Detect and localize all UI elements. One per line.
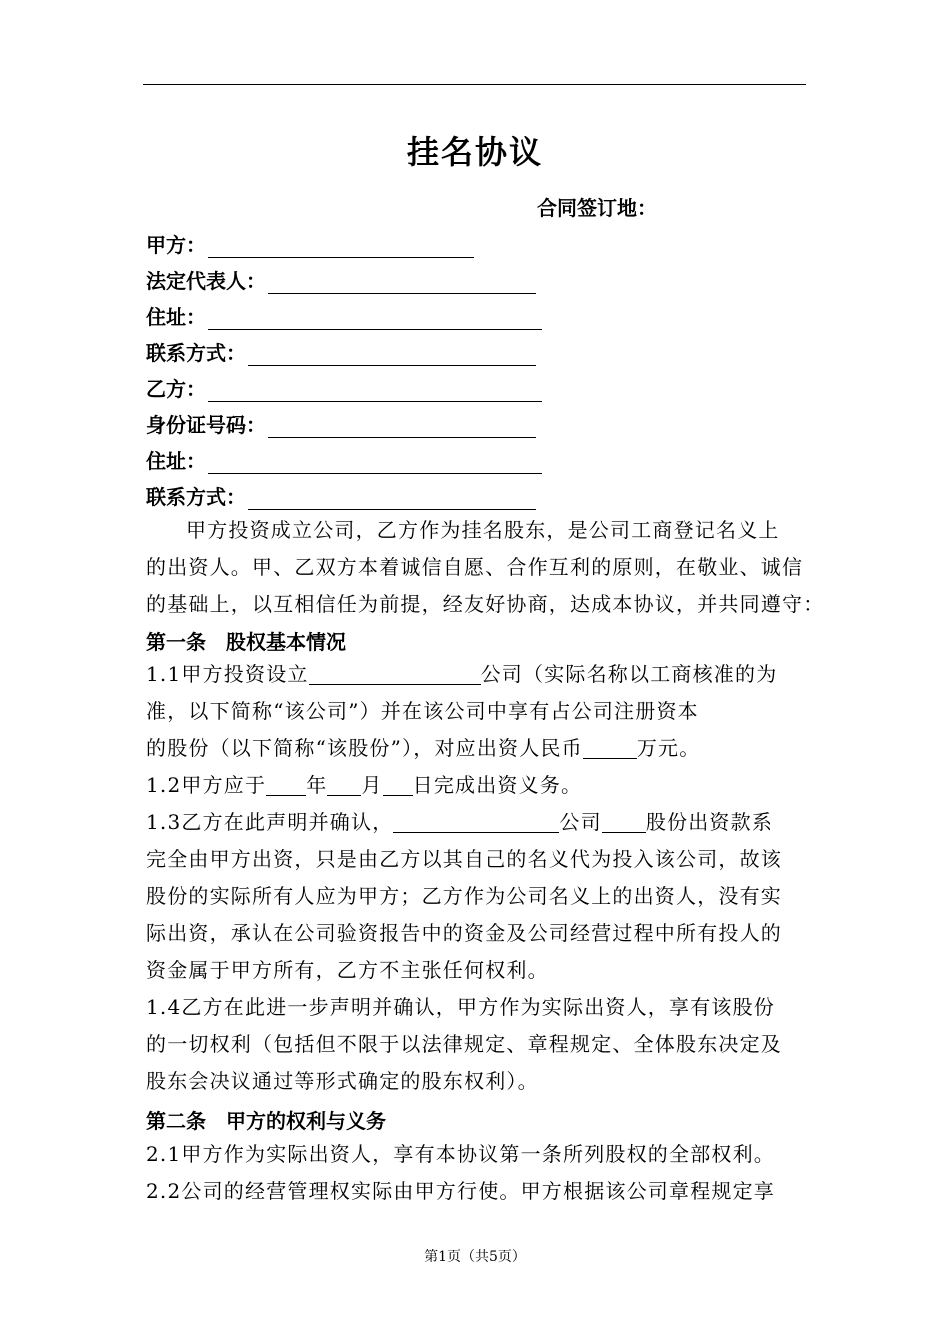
- clause-1-3-line-1: [146, 804, 810, 841]
- contact-b-label: 联系方式：: [146, 485, 246, 509]
- clause-1-1: [146, 656, 810, 767]
- intro-paragraph: [146, 512, 825, 623]
- party-a-field: [146, 228, 474, 258]
- clause-1-1-line-2: 准，以下简称“该公司”）并在该公司中享有占公司注册资本: [146, 699, 699, 723]
- clause-text: 公司（实际名称以工商核准的为: [480, 662, 778, 686]
- id-number-field: [146, 408, 536, 438]
- party-b-blank: [208, 377, 542, 402]
- clause-2-2: 2.2公司的经营管理权实际由甲方行使。甲方根据该公司章程规定享: [146, 1179, 776, 1203]
- article-2-heading: 第二条 甲方的权利与义务: [146, 1109, 386, 1133]
- clause-1-4-line-3: 股东会决议通过等形式确定的股东权利）。: [146, 1069, 539, 1093]
- clause-1-3-line-5: 资金属于甲方所有，乙方不主张任何权利。: [146, 958, 549, 982]
- clause-1-3-line-3: 股份的实际所有人应为甲方；乙方作为公司名义上的出资人，没有实: [146, 884, 782, 908]
- address-a-field: [146, 300, 542, 330]
- clause-1-3: [146, 804, 810, 989]
- clause-text: 1.3乙方在此声明并确认，: [146, 810, 394, 834]
- clause-1-1-line-3: [146, 730, 810, 767]
- page-footer: 第1页（共5页）: [424, 1249, 526, 1265]
- clause-1-2-line-1: [146, 767, 810, 804]
- legal-rep-label: 法定代表人：: [146, 269, 266, 293]
- clause-text: 的股份（以下简称“该股份”），对应出资人民币: [146, 736, 583, 760]
- party-a-blank: [208, 233, 474, 258]
- company-name-blank: [309, 662, 481, 685]
- address-a-label: 住址：: [146, 305, 206, 329]
- day-blank: [383, 773, 413, 796]
- contact-b-blank: [248, 485, 536, 510]
- clause-2-1: 2.1甲方作为实际出资人，享有本协议第一条所列股权的全部权利。: [146, 1142, 776, 1166]
- clause-text: 万元。: [636, 736, 701, 760]
- signing-place-label: 合同签订地：: [537, 196, 657, 220]
- clause-text: 年: [306, 773, 328, 797]
- contact-a-blank: [248, 341, 536, 366]
- address-b-field: [146, 444, 542, 474]
- contact-a-field: [146, 336, 536, 366]
- clause-1-2: [146, 767, 810, 804]
- article-2-clauses: [146, 1136, 810, 1210]
- clause-1-4: [146, 989, 810, 1100]
- year-blank: [266, 773, 306, 796]
- party-a-label: 甲方：: [146, 233, 206, 257]
- article-1-heading: 第一条 股权基本情况: [146, 630, 346, 654]
- clause-1-3-line-4: 际出资，承认在公司验资报告中的资金及公司经营过程中所有投人的: [146, 921, 782, 945]
- intro-line: 的出资人。甲、乙双方本着诚信自愿、合作互利的原则，在敬业、诚信: [146, 555, 804, 579]
- party-b-label: 乙方：: [146, 377, 206, 401]
- legal-rep-field: [146, 264, 536, 294]
- clause-1-4-line-2: 的一切权利（包括但不限于以法律规定、章程规定、全体股东决定及: [146, 1032, 782, 1056]
- contact-b-field: [146, 480, 536, 510]
- intro-line: 的基础上，以互相信任为前提，经友好协商，达成本协议，并共同遵守：: [146, 592, 825, 616]
- address-a-blank: [208, 305, 542, 330]
- clause-1-3-line-2: 完全由甲方出资，只是由乙方以其自己的名义代为投入该公司，故该: [146, 847, 782, 871]
- intro-line: 甲方投资成立公司，乙方作为挂名股东，是公司工商登记名义上: [186, 518, 780, 542]
- clause-text: 1.2甲方应于: [146, 773, 267, 797]
- address-b-label: 住址：: [146, 449, 206, 473]
- month-blank: [327, 773, 361, 796]
- clause-text: 股份出资款系: [645, 810, 774, 834]
- clause-text: 1.1甲方投资设立: [146, 662, 309, 686]
- contact-a-label: 联系方式：: [146, 341, 246, 365]
- clause-text: 日完成出资义务。: [412, 773, 583, 797]
- address-b-blank: [208, 449, 542, 474]
- legal-rep-blank: [268, 269, 536, 294]
- document-title: 挂名协议: [406, 133, 543, 171]
- company-blank: [393, 810, 559, 833]
- amount-blank: [583, 736, 637, 759]
- party-b-field: [146, 372, 542, 402]
- clause-1-1-line-1: [146, 656, 810, 693]
- clause-text: 月: [361, 773, 383, 797]
- shares-blank: [602, 810, 646, 833]
- clause-1-4-line-1: 1.4乙方在此进一步声明并确认，甲方作为实际出资人，享有该股份: [146, 995, 776, 1019]
- clause-text: 公司: [559, 810, 602, 834]
- id-number-blank: [268, 413, 536, 438]
- header-rule: [143, 84, 806, 85]
- id-number-label: 身份证号码：: [146, 413, 266, 437]
